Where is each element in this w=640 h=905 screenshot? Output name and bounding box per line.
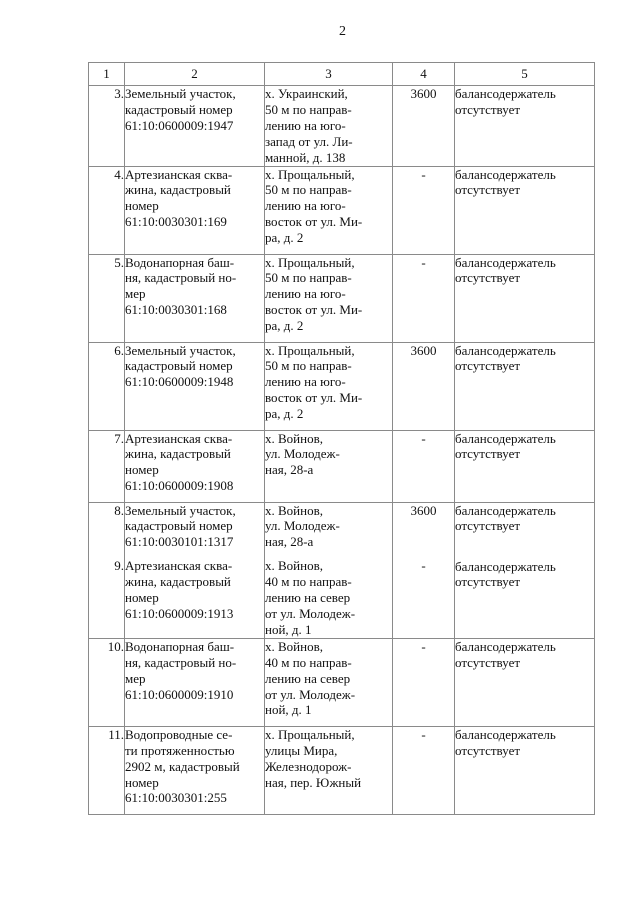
- table-row: [89, 254, 595, 342]
- table-row: [89, 638, 595, 726]
- object-address: х. Войнов, ул. Молодеж- ная, 28-а: [265, 502, 340, 550]
- balance-holder: балансодержатель отсутствует: [455, 254, 595, 342]
- row-number: 4.: [89, 166, 125, 254]
- table-row: [89, 166, 595, 254]
- object-area: 3600: [393, 86, 455, 167]
- balance-holder-group: [455, 502, 595, 638]
- balance-holder: балансодержатель отсутствует: [455, 430, 595, 502]
- object-address-group: [265, 502, 393, 638]
- object-area: 3600: [410, 502, 437, 518]
- object-name: Водопроводные се- ти протяженностью 2902 м, кадастровый номер 61:10:0030301:255: [125, 726, 265, 814]
- table-row: [89, 726, 595, 814]
- table-row: [89, 430, 595, 502]
- object-area: -: [393, 166, 455, 254]
- object-address: х. Войнов, ул. Молодеж- ная, 28-а: [265, 430, 393, 502]
- row-number: 11.: [89, 726, 125, 814]
- balance-holder: балансодержатель отсутствует: [455, 638, 595, 726]
- balance-holder: балансодержатель отсутствует: [455, 726, 595, 814]
- column-header: 2: [125, 63, 265, 86]
- object-name: Водонапорная баш- ня, кадастровый но- мер 61:10:0600009:1910: [125, 638, 265, 726]
- row-number: 7.: [89, 430, 125, 502]
- object-name: Артезианская сква- жина, кадастровый номер 61:10:0030301:169: [125, 166, 265, 254]
- row-number: 8.: [114, 502, 124, 518]
- page-number: 2: [339, 24, 346, 39]
- row-number: 9.: [114, 558, 124, 574]
- row-number: 10.: [89, 638, 125, 726]
- object-address: х. Войнов, 40 м по направ- лению на север от ул. Молодеж- ной, д. 1: [265, 558, 356, 637]
- object-address: х. Прощальный, 50 м по направ- лению на юго- восток от ул. Ми- ра, д. 2: [265, 342, 393, 430]
- table-row-group: [89, 502, 595, 638]
- row-number: 5.: [89, 254, 125, 342]
- object-name: Артезианская сква- жина, кадастровый номер 61:10:0600009:1913: [125, 558, 234, 621]
- row-number: 3.: [89, 86, 125, 167]
- table-header-row: [89, 63, 595, 86]
- object-address: х. Прощальный, 50 м по направ- лению на юго- восток от ул. Ми- ра, д. 2: [265, 254, 393, 342]
- row-number: 6.: [89, 342, 125, 430]
- balance-holder: балансодержатель отсутствует: [455, 166, 595, 254]
- column-header: 3: [265, 63, 393, 86]
- object-name: Артезианская сква- жина, кадастровый номер 61:10:0600009:1908: [125, 430, 265, 502]
- balance-holder: балансодержатель отсутствует: [455, 86, 595, 167]
- object-area: -: [393, 254, 455, 342]
- object-address: х. Украинский, 50 м по направ- лению на юго- запад от ул. Ли- манной, д. 138: [265, 86, 393, 167]
- balance-holder: балансодержатель отсутствует: [455, 502, 556, 534]
- column-header: 1: [89, 63, 125, 86]
- object-area: -: [421, 558, 426, 574]
- row-number-group: [89, 502, 125, 638]
- object-name: Земельный участок, кадастровый номер 61:10:0600009:1948: [125, 342, 265, 430]
- object-name: Водонапорная баш- ня, кадастровый но- мер 61:10:0030301:168: [125, 254, 265, 342]
- object-area: -: [393, 638, 455, 726]
- table-row: [89, 342, 595, 430]
- object-address: х. Прощальный, улицы Мира, Железнодорож- ная, пер. Южный: [265, 726, 393, 814]
- object-name-group: [125, 502, 265, 638]
- object-address: х. Войнов, 40 м по направ- лению на север от ул. Молодеж- ной, д. 1: [265, 638, 393, 726]
- balance-holder: балансодержатель отсутствует: [455, 342, 595, 430]
- object-name: Земельный участок, кадастровый номер 61:10:0030101:1317: [125, 502, 236, 550]
- table-row: [89, 86, 595, 167]
- object-area-group: [393, 502, 455, 638]
- column-header: 4: [393, 63, 455, 86]
- object-area: -: [393, 430, 455, 502]
- property-table: [88, 62, 595, 815]
- balance-holder: балансодержатель отсутствует: [455, 558, 556, 590]
- column-header: 5: [455, 63, 595, 86]
- object-name: Земельный участок, кадастровый номер 61:10:0600009:1947: [125, 86, 265, 167]
- object-area: 3600: [393, 342, 455, 430]
- object-address: х. Прощальный, 50 м по направ- лению на юго- восток от ул. Ми- ра, д. 2: [265, 166, 393, 254]
- object-area: -: [393, 726, 455, 814]
